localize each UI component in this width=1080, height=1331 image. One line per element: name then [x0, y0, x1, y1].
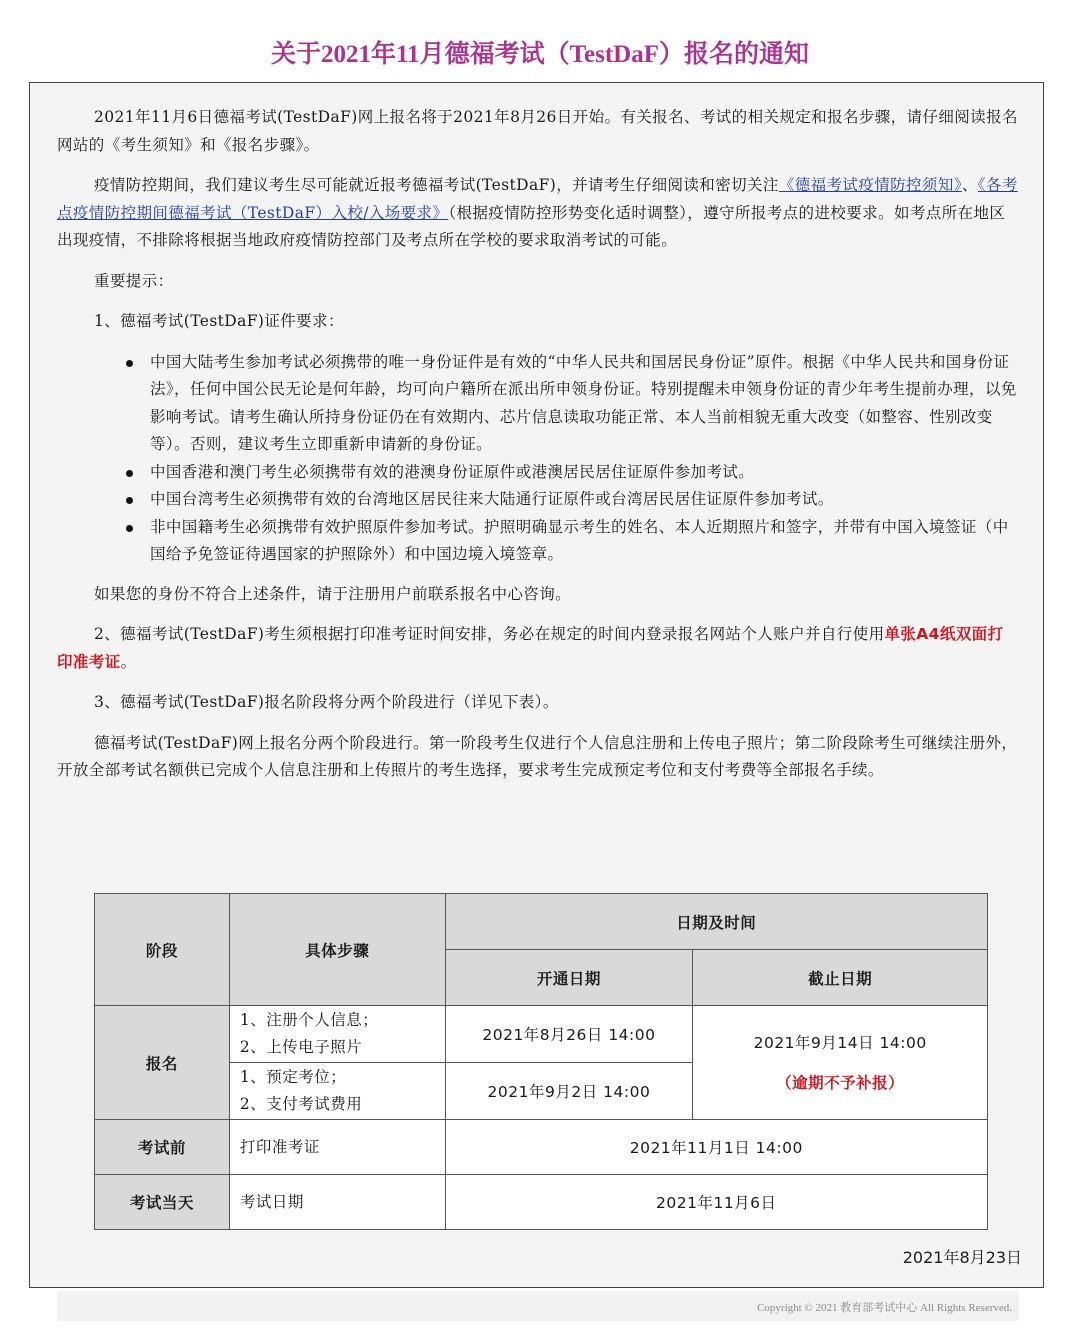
- date-exam-day: 2021年11月6日: [445, 1175, 987, 1230]
- list-item: 中国香港和澳门考生必须携带有效的港澳身份证原件或港澳居民居住证原件参加考试。: [150, 459, 1019, 487]
- steps-registration-1: 1、注册个人信息； 2、上传电子照片: [229, 1006, 445, 1063]
- late-note: （逾期不予补报）: [776, 1072, 905, 1092]
- header-stage: 阶段: [95, 894, 230, 1006]
- id-requirements-heading: 1、德福考试(TestDaF)证件要求：: [94, 312, 344, 330]
- table-row: [95, 1175, 988, 1230]
- table-row: [95, 1006, 988, 1063]
- date-print-admission: 2021年11月1日 14:00: [445, 1120, 987, 1175]
- signature-date: 2021年8月23日: [902, 1248, 1022, 1267]
- list-item: 中国台湾考生必须携带有效的台湾地区居民往来大陆通行证原件或台湾居民居住证原件参加考试。: [150, 486, 1019, 514]
- list-item: 中国大陆考生参加考试必须携带的唯一身份证件是有效的“中华人民共和国居民身份证”原件。根据《中华人民共和国身份证法》，任何中国公民无论是何年龄，均可向户籍所在派出所申领身份证。特别提醒未申领身份证的青少年考生提前办理，以免影响考试。请考生确认所持身份证仍在有效期内、芯片信息读取功能正常、本人当前相貌无重大改变（如整容、性别改变等）。否则，建议考生立即重新申请新的身份证。: [150, 349, 1019, 459]
- list-item: 非中国籍考生必须携带有效护照原件参加考试。护照明确显示考生的姓名、本人近期照片和签字，并带有中国入境签证（中国给予免签证待遇国家的护照除外）和中国边境入境签章。: [150, 514, 1019, 569]
- notice-content: [57, 104, 1019, 798]
- print-admission-paragraph: 2、德福考试(TestDaF)考生须根据打印准考证时间安排，务必在规定的时间内登录报名网站个人账户并自行使用单张A4纸双面打印准考证。: [57, 625, 1004, 671]
- contact-paragraph: 如果您的身份不符合上述条件，请于注册用户前联系报名中心咨询。: [94, 584, 572, 603]
- table-row: [95, 1120, 988, 1175]
- steps-registration-2: 1、预定考位； 2、支付考试费用: [229, 1063, 445, 1120]
- header-steps: 具体步骤: [229, 894, 445, 1006]
- schedule-table: [94, 893, 988, 1230]
- header-close-date: 截止日期: [693, 950, 988, 1006]
- page-title: 关于2021年11月德福考试（TestDaF）报名的通知: [271, 41, 809, 68]
- a4-highlight: 单张A4纸双面打印准考证: [57, 625, 1004, 671]
- stage-exam-day: 考试当天: [95, 1175, 230, 1230]
- step-exam-date: 考试日期: [229, 1175, 445, 1230]
- stages-paragraph: 德福考试(TestDaF)网上报名分两个阶段进行。第一阶段考生仅进行个人信息注册和上传电子照片；第二阶段除考生可继续注册外，开放全部考试名额供已完成个人信息注册和上传照片的考生选择，要求考生完成预定考位和支付考费等全部报名手续。: [57, 733, 1018, 779]
- stage-registration: 报名: [95, 1006, 230, 1120]
- epidemic-notice-link[interactable]: 《德福考试疫情防控须知》: [778, 176, 962, 194]
- open-date-1: 2021年8月26日 14:00: [445, 1006, 693, 1063]
- close-date-registration: 2021年9月14日 14:00 （逾期不予补报）: [693, 1006, 988, 1120]
- venue-requirements-link[interactable]: 《各考点疫情防控期间德福考试（TestDaF）入校/入场要求》: [57, 176, 1018, 222]
- header-datetime: 日期及时间: [445, 894, 987, 950]
- id-requirements-list: [57, 349, 1019, 569]
- stages-heading: 3、德福考试(TestDaF)报名阶段将分两个阶段进行（详见下表）。: [94, 693, 559, 711]
- important-heading: 重要提示：: [94, 271, 174, 290]
- step-print-admission: 打印准考证: [229, 1120, 445, 1175]
- intro-paragraph: 2021年11月6日德福考试(TestDaF)网上报名将于2021年8月26日开始。有关报名、考试的相关规定和报名步骤，请仔细阅读报名网站的《考生须知》和《报名步骤》。: [57, 108, 1018, 154]
- copyright-text: Copyright © 2021 教育部考试中心 All Rights Reserved.: [757, 1302, 1012, 1314]
- header-open-date: 开通日期: [445, 950, 693, 1006]
- epidemic-paragraph: 疫情防控期间，我们建议考生尽可能就近报考德福考试(TestDaF)，并请考生仔细阅读和密切关注《德福考试疫情防控须知》、《各考点疫情防控期间德福考试（TestDaF）入校/入场要求》（根据疫情防控形势变化适时调整），遵守所报考点的进校要求。如考点所在地区出现疫情，不排除将根据当地政府疫情防控部门及考点所在学校的要求取消考试的可能。: [57, 176, 1018, 249]
- stage-before-exam: 考试前: [95, 1120, 230, 1175]
- open-date-2: 2021年9月2日 14:00: [445, 1063, 693, 1120]
